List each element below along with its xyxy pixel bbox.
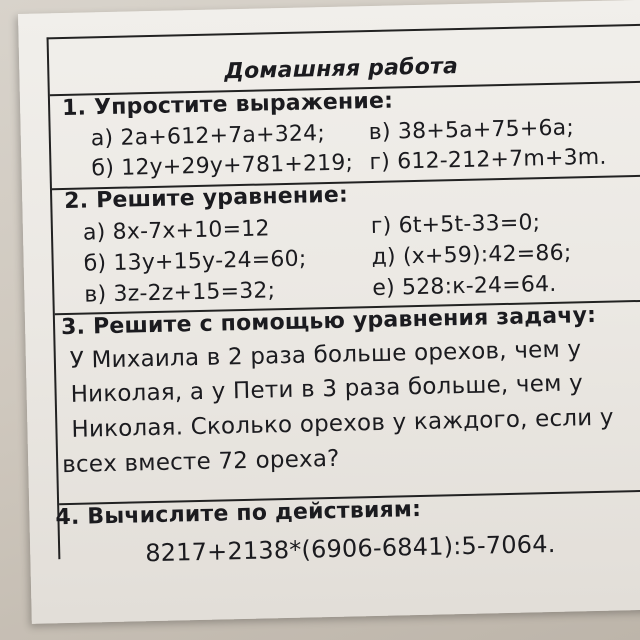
task2-item-g: г) 6t+5t-33=0; [370,210,541,240]
task1-item-v: в) 38+5а+75+6а; [368,115,575,146]
task2-item-d: д) (х+59):42=86; [371,240,572,271]
task3-line: всех вместе 72 ореха? [61,445,340,479]
task1-heading: 1. Упростите выражение: [61,88,394,122]
task3-line: Николая. Сколько орехов у каждого, если у [71,404,614,443]
task2-item-a: а) 8х-7х+10=12 [82,216,270,246]
task1-item-b: б) 12у+29у+781+219; [91,150,354,182]
task2-item-b: б) 13у+15у-24=60; [83,246,307,277]
task3-line: У Михаила в 2 раза больше орехов, чем у [69,336,582,374]
task3-line: Николая, а у Пети в 3 раза больше, чем у [70,370,584,408]
task2-item-v: в) 3z-2z+15=32; [84,278,276,308]
worksheet-paper [18,0,640,624]
page-title: Домашняя работа [224,54,459,85]
task1-item-g: г) 612-212+7m+3m. [369,144,607,176]
task3-heading: 3. Решите с помощью уравнения задачу: [60,302,597,341]
task4-heading: 4. Вычислите по действиям: [55,496,422,531]
worksheet-frame [47,23,640,568]
task2-item-e: е) 528:к-24=64. [372,271,557,302]
task4-expression: 8217+2138*(6906-6841):5-7064. [144,529,556,568]
task2-heading: 2. Решите уравнение: [63,182,349,214]
task1-item-a: а) 2а+612+7а+324; [90,121,326,152]
